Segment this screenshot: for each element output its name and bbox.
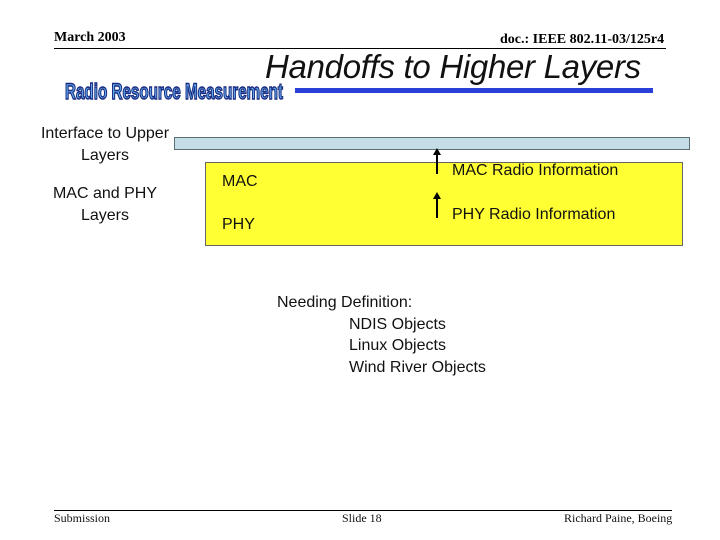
phy-radio-info-label: PHY Radio Information — [452, 206, 616, 223]
upper-layers-label: Interface to Upper Layers — [40, 125, 170, 164]
mac-radio-info-label: MAC Radio Information — [452, 162, 619, 179]
logo-text: Radio Resource Measurement — [65, 79, 284, 104]
mac-label: MAC — [222, 173, 258, 190]
slide-title: Handoffs to Higher Layers — [265, 48, 641, 85]
needing-item: Wind River Objects — [349, 358, 486, 376]
radio-resource-measurement-logo — [65, 75, 287, 105]
needing-definition-heading: Needing Definition: — [277, 294, 413, 311]
header-date: March 2003 — [54, 30, 126, 45]
header-doc-id: doc.: IEEE 802.11-03/125r4 — [500, 32, 665, 47]
footer-slide-number: Slide 18 — [342, 511, 382, 525]
phy-arrow-shaft — [436, 198, 438, 218]
needing-item: Linux Objects — [349, 337, 446, 354]
mac-arrow-shaft — [436, 154, 438, 174]
mac-phy-layers-label: MAC and PHY Layers — [52, 185, 158, 224]
needing-definition-block — [277, 292, 486, 378]
phy-label: PHY — [222, 216, 255, 233]
footer-submission: Submission — [54, 511, 111, 525]
footer-author: Richard Paine, Boeing — [564, 511, 673, 525]
title-underline-bar — [295, 88, 653, 93]
needing-item: NDIS Objects — [349, 315, 446, 333]
upper-layers-interface-bar — [174, 137, 690, 150]
